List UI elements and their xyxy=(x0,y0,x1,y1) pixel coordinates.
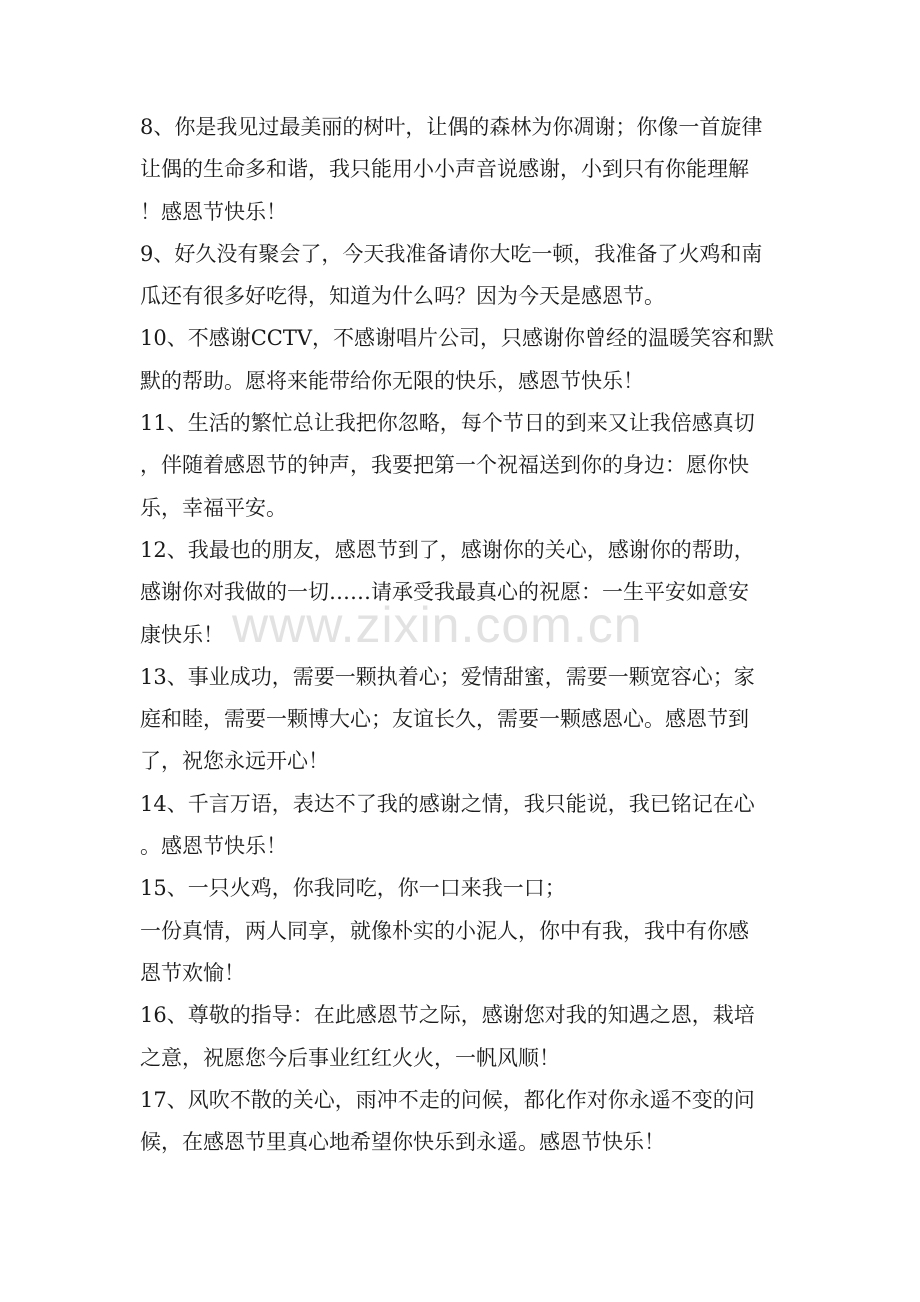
text-line: 一份真情，两人同享，就像朴实的小泥人，你中有我，我中有你感 xyxy=(140,918,749,943)
text-line: 17、风吹不散的关心，雨冲不走的问候，都化作对你永遥不变的问 xyxy=(140,1087,755,1112)
text-line: 默的帮助。愿将来能带给你无限的快乐，感恩节快乐！ xyxy=(140,368,644,393)
document-body xyxy=(140,106,780,1163)
text-line: 康快乐！ xyxy=(140,622,224,647)
text-line: 13、事业成功，需要一颗执着心；爱情甜蜜，需要一颗宽容心；家 xyxy=(140,664,755,689)
text-line: 。感恩节快乐！ xyxy=(140,834,287,859)
text-line: 感谢你对我做的一切……请承受我最真心的祝愿：一生平安如意安 xyxy=(140,580,749,605)
watermark: www.zixin.com.cn xyxy=(232,597,643,653)
text-line: 乐，幸福平安。 xyxy=(140,495,287,520)
text-line: 9、好久没有聚会了，今天我准备请你大吃一顿，我准备了火鸡和南 xyxy=(140,241,763,266)
text-line: 15、一只火鸡，你我同吃，你一口来我一口； xyxy=(140,876,566,901)
text-line: 8、你是我见过最美丽的树叶，让偶的森林为你凋谢；你像一首旋律 xyxy=(140,115,763,139)
text-line: ，伴随着感恩节的钟声，我要把第一个祝福送到你的身边：愿你快 xyxy=(140,453,749,478)
text-line: 10、不感谢CCTV，不感谢唱片公司，只感谢你曾经的温暖笑容和默 xyxy=(140,326,775,351)
text-line: 让偶的生命多和谐，我只能用小小声音说感谢，小到只有你能理解 xyxy=(140,157,749,182)
text-line: 14、千言万语，表达不了我的感谢之情，我只能说，我已铭记在心 xyxy=(140,791,755,816)
text-line: 16、尊敬的指导：在此感恩节之际，感谢您对我的知遇之恩，栽培 xyxy=(140,1003,755,1028)
text-line: 之意，祝愿您今后事业红红火火，一帆风顺！ xyxy=(140,1045,560,1070)
text-line: 瓜还有很多好吃得，知道为什么吗？因为今天是感恩节。 xyxy=(140,284,665,309)
text-line: 12、我最也的朋友，感恩节到了，感谢你的关心，感谢你的帮助， xyxy=(140,537,755,562)
text-line: 候，在感恩节里真心地希望你快乐到永遥。感恩节快乐！ xyxy=(140,1130,665,1155)
text-line: ！感恩节快乐！ xyxy=(140,199,287,224)
text-line: 11、生活的繁忙总让我把你忽略，每个节日的到来又让我倍感真切 xyxy=(140,411,755,436)
text-line: 庭和睦，需要一颗博大心；友谊长久，需要一颗感恩心。感恩节到 xyxy=(140,707,749,732)
text-line: 恩节欢愉！ xyxy=(140,960,245,985)
text-line: 了，祝您永远开心！ xyxy=(140,749,329,774)
